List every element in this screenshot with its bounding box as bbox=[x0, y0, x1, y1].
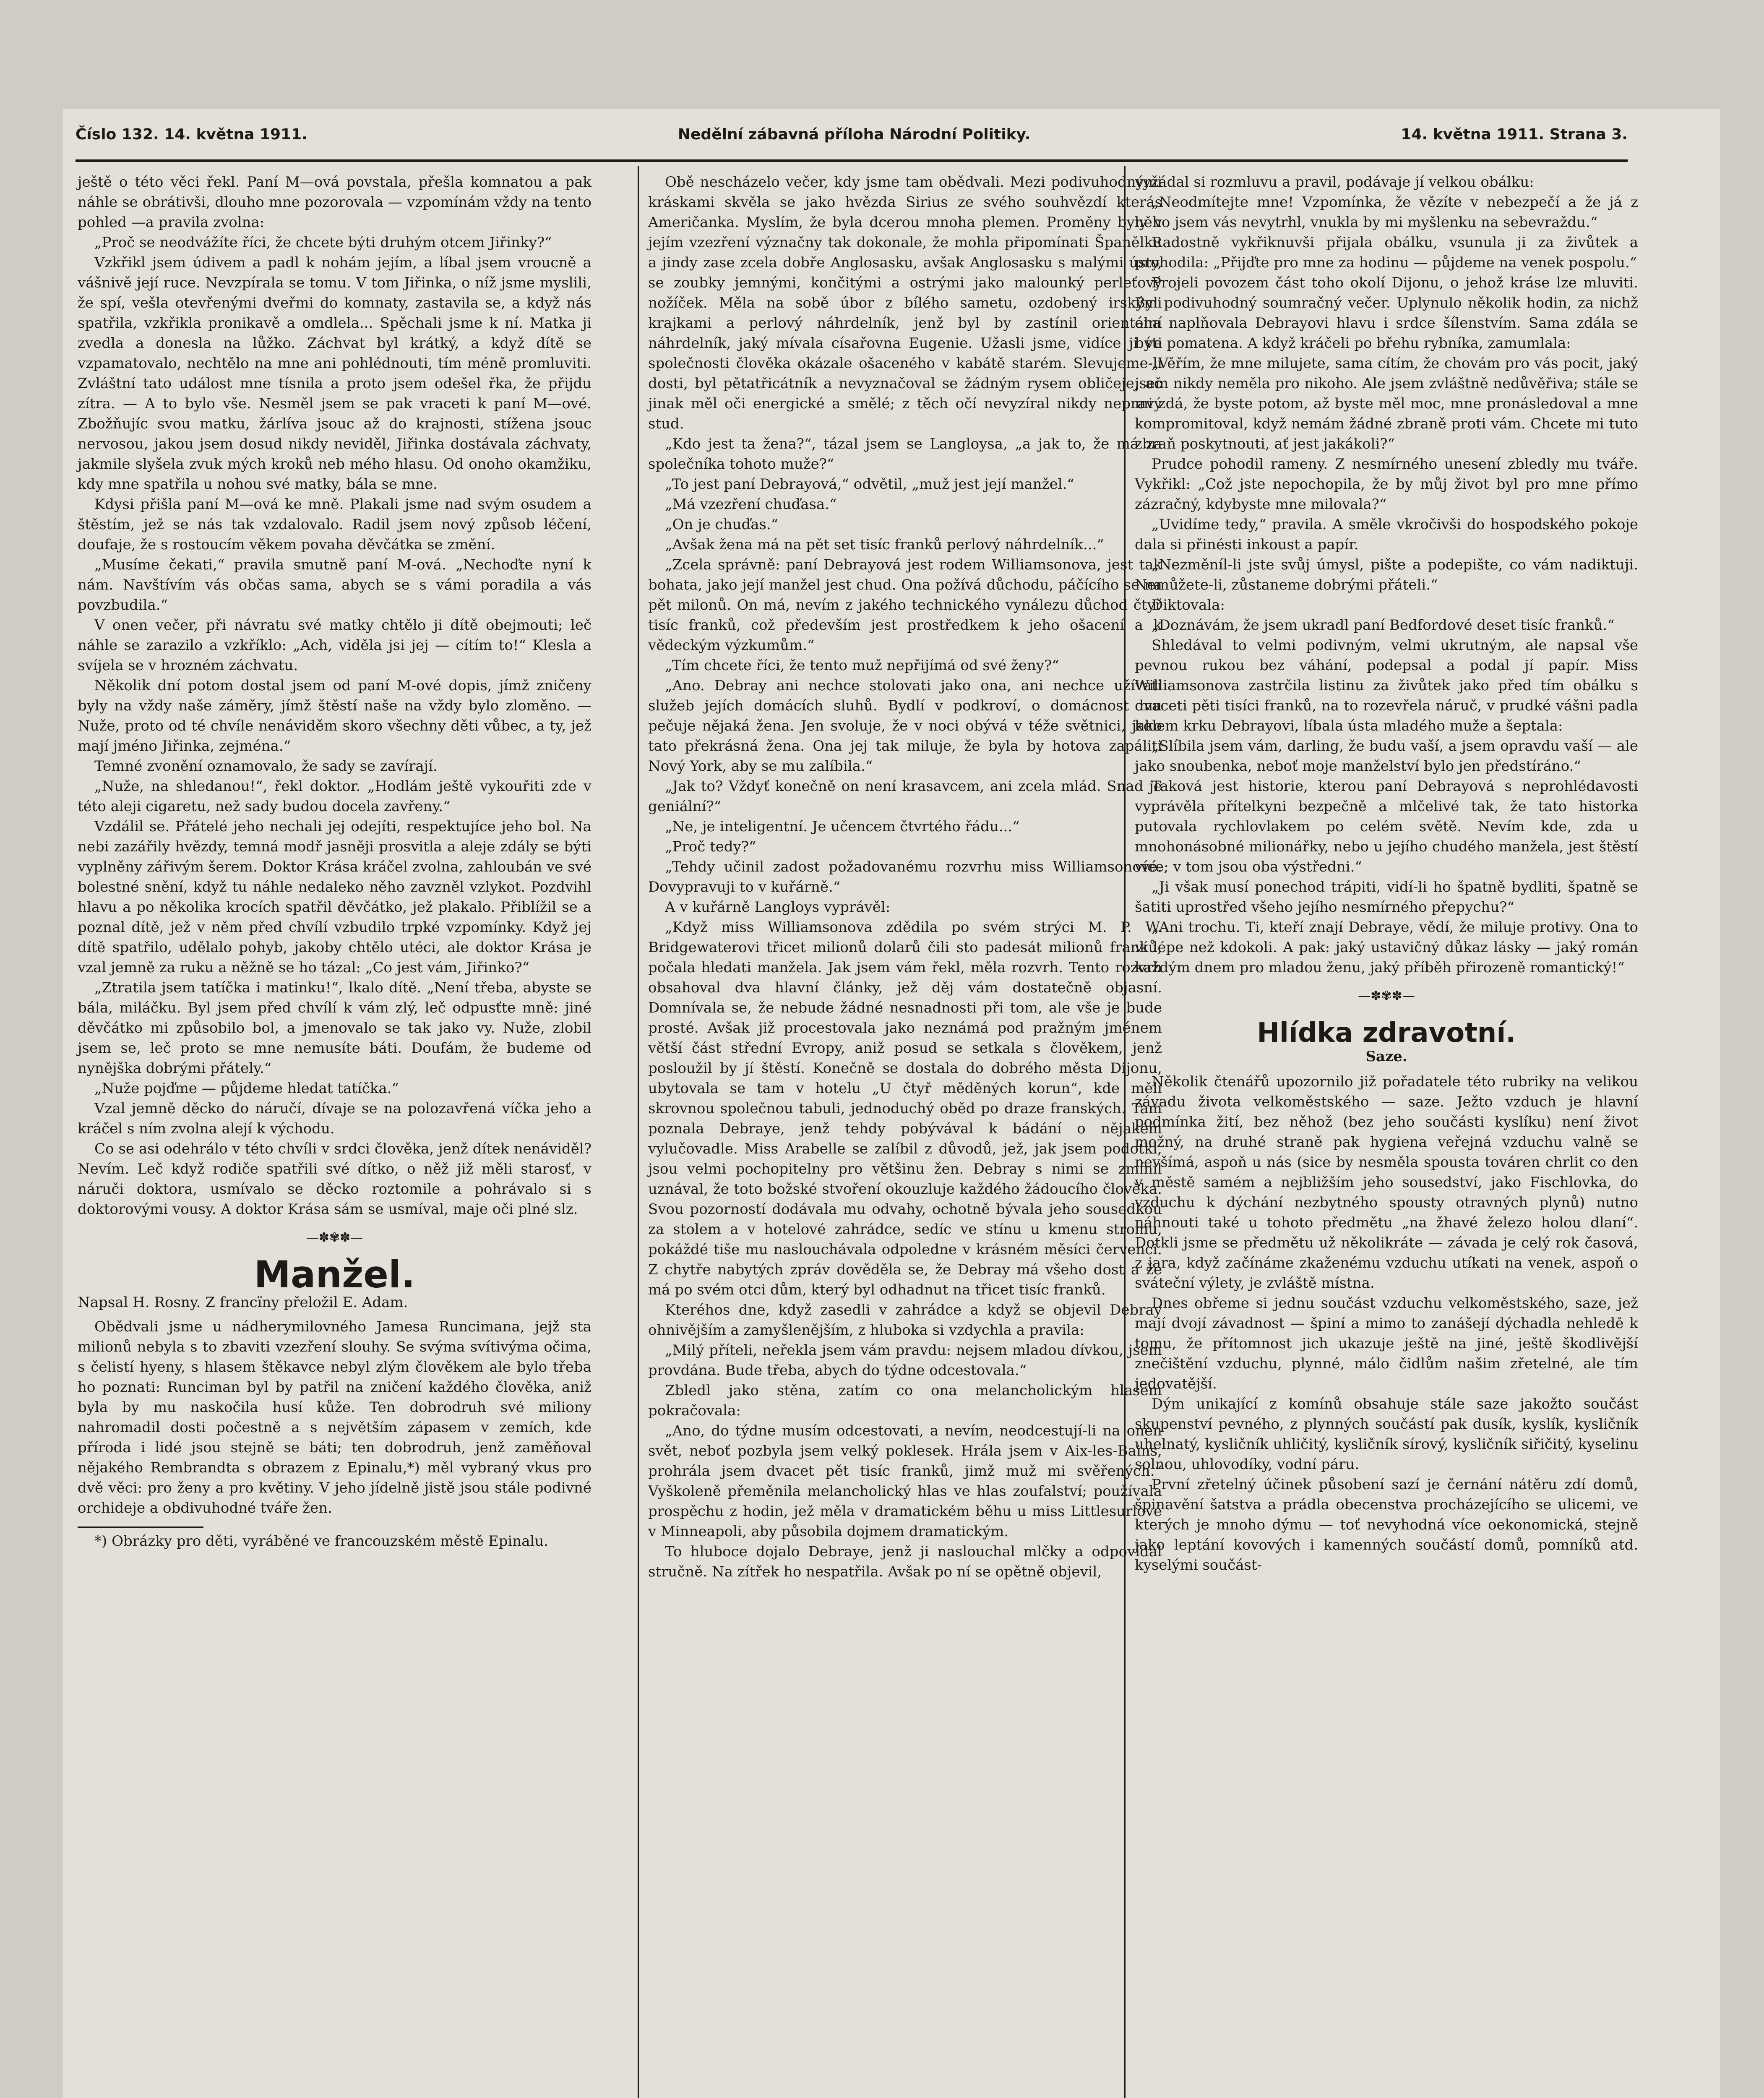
paragraph: Několik čtenářů upozornilo již pořadatele této rubriky na velikou závadu života velkoměstského — saze. Ježto vzduch je hlavní podmínka žití, bez něhož (bez jeho součásti kyslíku) není život možný, na druhé straně pak hygiena veřejná vzduchu valně se nevšímá, aspoň u nás (sice by nesměla spousta továren chrlit co den v městě samém a nejbližším jeho sousedství, jako Fischlovka, do vzduchu k dýchání nezbytného spousty otravných plynů) nutno náhnouti také u tohoto předmětu „na žhavé železo holou dlaní“. Dotkli jsme se předmětu už několikráte — závada je celý rok časová, z jara, když začínáme zkaženému vzduchu utíkati na venek, aspoň o sváteční výlety, je zvláště místna. bbox=[1135, 1073, 1638, 1292]
footnote-rule bbox=[78, 1527, 203, 1528]
ornament-divider: —✽✾✽— bbox=[306, 1230, 363, 1245]
paragraph: „Má vzezření chuďasa.“ bbox=[665, 496, 837, 513]
paragraph: „Zcela správně: paní Debrayová jest rodem Williamsonova, jest tak bohata, jako její manžel jest chud. Ona požívá důchodu, páčícího se na pět milonů. On má, nevím z jakého technického vynálezu důchod čtyř tisíc franků, což především jest prostředkem k jeho ošacení a k vědeckým výzkumům.“ bbox=[648, 556, 1162, 654]
paragraph: „Doznávám, že jsem ukradl paní Bedfordové deset tisíc franků.“ bbox=[1152, 617, 1615, 634]
section-title: Hlídka zdravotní. bbox=[1257, 1018, 1516, 1049]
paragraph: „Nuže, na shledanou!“, řekl doktor. „Hodlám ještě vykouřiti zde v této aleji cigaretu, než sady budou docela zavřeny.“ bbox=[78, 778, 591, 815]
paragraph: „Avšak žena má na pět set tisíc franků perlový náhrdelník...“ bbox=[665, 536, 1104, 553]
header-publication: Nedělní zábavná příloha Národní Politiky. bbox=[677, 126, 1031, 143]
paragraph: „Ji však musí ponechod trápiti, vidí-li ho špatně bydliti, špatně se šatiti uprostřed všeho jejího nesmírného přepychu?“ bbox=[1135, 879, 1638, 916]
paragraph: Dým unikající z komínů obsahuje stále saze jakožto součást skupenství pevného, z plynných součástí pak dusík, kyslík, kysličník uhelnatý, kysličník uhličitý, kysličník sírový, kysličník siřičitý, kyselinu solnou, uhlovodíky, vodní páru. bbox=[1135, 1396, 1638, 1473]
paragraph: Prudce pohodil rameny. Z nesmírného unesení zbledly mu tváře. Vykřikl: „Což jste nepochopila, že by můj život byl pro mne přímo zázračný, kdybyste mne milovala?“ bbox=[1135, 456, 1638, 513]
paragraph: „Neodmítejte mne! Vzpomínka, že vězíte v nebezpečí a že já z něho jsem vás nevytrhl, vnukla by mi myšlenku na sebevraždu.“ bbox=[1135, 194, 1638, 231]
paragraph: „Tehdy učinil zadost požadovanému rozvrhu miss Williamsonové. Dovypravuji to v kuřárně.“ bbox=[648, 859, 1162, 895]
paragraph: Obě nescházelo večer, kdy jsme tam obědvali. Mezi podivuhodnými kráskami skvěla se jako hvězda Sirius ze svého souhvězdí kterás Američanka. Myslím, že byla dcerou mnoha plemen. Proměny byly v jejím vzezření význačny tak dokonale, že mohla připomínati Španělku a jindy zase zcela dobře Anglosasku, avšak Anglosasku s malými ústy, se zoubky jemnými, končitými a ostrými jako malounký perleťový nožíček. Měla na sobě úbor z bílého sametu, ozdobený irskými krajkami a perlový náhrdelník, jenž byl by zastínil orientální náhrdelník, jaký mívala císařovna Eugenie. Užasli jsme, vidíce ji ve společnosti člověka okázale ošaceného v kabátě starém. Slevujeme-li dosti, byl pětatřicátník a nevyznačoval se žádným rysem obličeje, ač jinak měl oči energické a smělé; z těch očí nevyzíral nikdy nepravý stud. bbox=[648, 174, 1162, 432]
paragraph: „Ne, je inteligentní. Je učencem čtvrtého řádu...“ bbox=[665, 818, 1020, 835]
paragraph: „Ano. Debray ani nechce stolovati jako ona, ani nechce užívati služeb jejích domácích sluhů. Bydlí v podkroví, o domácnost mu pečuje nějaká žena. Jen svoluje, že v noci obývá v téže světnici, jako tato překrásná žena. Ona jej tak miluje, že byla by hotova zapáliti Nový York, aby se mu zalíbila.“ bbox=[648, 677, 1162, 775]
paragraph: „Když miss Williamsonova zdědila po svém strýci M. P. W. Bridgewaterovi třicet milionů dolarů čili sto padesát milionů franků, počala hledati manžela. Jak jsem vám řekl, měla rozvrh. Tento rozvrh obsahoval dva hlavní články, jež děj vám dostatečně objasní. Domnívala se, že nebude žádné nesnadnosti při tom, ale vše je bude prosté. Avšak již procestovala jako neznámá pod pražným jménem větší část střední Evropy, aniž posud se setkala s člověkem, jenž posloužil by jí štěstí. Konečně se dostala do dobrého města Dijonu, ubytovala se tam v hotelu „U čtyř měděných korun“, kde měli skrovnou společnou tabuli, jednoduchý oběd po draze franských. Tam poznala Debraye, jenž tehdy pobývával k bádání o nějakém vylučovadle. Miss Arabelle se zalíbil z důvodů, jež, jak jsem podotkl, jsou velmi pochopitelny pro většinu žen. Debray s nimi se zmínil uznával, že toto božské stvoření okouzluje každého žádoucího člověka. Svou pozorností dodávala mu odvahy, ochotně bývala jeho sousedkou za stolem a v hotelové zahrádce, sedíc ve stínu u kmenu stromu, pokáždé tiše mu naslouchávala odpoledne v krásném měsíci červenci. Z chytře nabytých zpráv dověděla se, že Debray má všeho dost a že má po svém otci dům, který byl odhadnut na třicet tisíc franků. bbox=[648, 919, 1162, 1298]
paragraph: Zbledl jako stěna, zatím co ona melancholickým hlasem pokračovala: bbox=[648, 1382, 1162, 1419]
paragraph: „Nuže pojďme — půjdeme hledat tatíčka.“ bbox=[94, 1080, 399, 1097]
section-subhead: Saze. bbox=[1365, 1048, 1407, 1065]
column-1 bbox=[78, 172, 591, 1551]
paragraph: „Ztratila jsem tatíčka i matinku!“, lkalo dítě. „Není třeba, abyste se bála, miláčku. Byl jsem před chvílí k vám zlý, leč odpusťte mně: jiné děvčátko mi způsobilo bol, a jmenovalo se tak jako vy. Nuže, zlobil jsem se, leč proto se mne nemusíte báti. Doufám, že budeme od nynějška dobrými přátely.“ bbox=[78, 979, 591, 1077]
paragraph: Shledával to velmi podivným, velmi ukrutným, ale napsal vše pevnou rukou bez váhání, podepsal a podal jí papír. Miss Williamsonova zastrčila listinu za živůtek jako před tím obálku s dvaceti pěti tisíci franků, na to rozevřela náruč, v prudké vášni padla kolem krku Debrayovi, líbala ústa mladého muže a šeptala: bbox=[1135, 637, 1638, 734]
paragraph: První zřetelný účinek působení sazí je černání nátěru zdí domů, špinavění šatstva a prádla obecenstva procházejícího se ulicemi, ve kterých je mnoho dýmu — toť nevyhodná více oekonomická, stejně jako leptání kovových i kamenných součástí domů, pomníků atd. kyselými součást- bbox=[1135, 1476, 1638, 1574]
paragraph: „Ano, do týdne musím odcestovati, a nevím, neodcestují-li na onen svět, neboť pozbyla jsem velký poklesek. Hrála jsem v Aix-les-Bains, prohrála jsem dvacet pět tisíc franků, jimž muž mi svěřených.“ Vyškoleně přeměnila melancholický hlas ve hlas zoufalství; používala prospěchu z hodin, jež měla v dramatickém běhu u miss Littlesurlové v Minneapoli, aby působila dojmem dramatickým. bbox=[648, 1422, 1162, 1540]
paragraph: „On je chuďas.“ bbox=[665, 516, 779, 533]
paragraph: „To jest paní Debrayová,“ odvětil, „muž jest její manžel.“ bbox=[665, 476, 1074, 493]
paragraph: To hluboce dojalo Debraye, jenž ji naslouchal mlčky a odpovídal stručně. Na zítřek ho nespatřila. Avšak po ní se opětně objevil, bbox=[648, 1543, 1162, 1580]
paragraph: „Uvidíme tedy,“ pravila. A směle vkročivši do hospodského pokoje dala si přinésti inkoust a papír. bbox=[1135, 516, 1638, 553]
paragraph: Vzal jemně děcko do náručí, dívaje se na polozavřená víčka jeho a kráčel s ním zvolna alejí k východu. bbox=[78, 1100, 591, 1137]
paragraph: „Věřím, že mne milujete, sama cítím, že chovám pro vás pocit, jaký jsem nikdy neměla pro nikoho. Ale jsem zvláštně nedůvěřiva; stále se mi zdá, že byste potom, až byste měl moc, mne pronásledoval a mne kompromitoval, když nemám žádné zbraně proti vám. Chcete mi tuto zbraň poskytnouti, ať jest jakákoli?“ bbox=[1135, 355, 1638, 452]
paragraph: Taková jest historie, kterou paní Debrayová s neprohlédavosti vyprávěla přítelkyni bezpečně a mlčelivé tak, že tato historka putovala rychlovlakem po celém světě. Nevím kde, zda u mnohonásobné milionářky, nebo u jejího chudého manžela, jest štěstí více; v tom jsou oba výstředni.“ bbox=[1135, 778, 1638, 875]
paragraph: „Tím chcete říci, že tento muž nepřijímá od své ženy?“ bbox=[665, 657, 1059, 674]
paragraph: Radostně vykřiknuvši přijala obálku, vsunula ji za živůtek a prohodila: „Přijďte pro mne za hodinu — půjdeme na venek pospolu.“ bbox=[1135, 234, 1638, 271]
paragraph: Obědvali jsme u nádherymilovného Jamesa Runcimana, jejž sta milionů nebyla s to zbaviti vzezření slouhy. Se svýma svítivýma očima, s čelistí hyeny, s hlasem štěkavce nebyl zlým člověkem ale bylo třeba ho poznati: Runciman byl by patřil na zničení každého člověka, aniž byla by mu naskočila husí kůže. Ten dobrodruh své miliony nahromadil dosti počestně a s největším zápasem v zemích, kde příroda i lidé jsou stejně se báti; ten dobrodruh, jenž zaměňoval nějakého Rembrandta s obrazem z Epinalu,*) měl vybraný vkus pro dvě věci: pro ženy a pro květiny. V jeho jídelně jistě jsou stále podivné orchideje a obdivuhodné tváře žen. bbox=[78, 1318, 591, 1516]
paragraph: „Musíme čekati,“ pravila smutně paní M-ová. „Nechoďte nyní k nám. Navštívím vás občas sama, abych se s vámi poradila a vás povzbudila.“ bbox=[78, 556, 591, 613]
paragraph: „Nezměníl-li jste svůj úmysl, pište a podepište, co vám nadiktuji. Nemůžete-li, zůstaneme dobrými přáteli.“ bbox=[1135, 556, 1638, 593]
paragraph: Projeli povozem část toho okolí Dijonu, o jehož kráse lze mluviti. Byl podivuhodný soumračný večer. Uplynulo několik hodin, za nichž ona naplňovala Debrayovi hlavu i srdce šílenstvím. Sama zdála se býti pomatena. A když kráčeli po břehu rybníka, zamumlala: bbox=[1135, 274, 1638, 352]
paragraph: „Ani trochu. Ti, kteří znají Debraye, vědí, že miluje protivy. Ona to ví lépe než kdokoli. A pak: jaký ustavičný důkaz lásky — jaký román každým dnem pro mladou ženu, jaký příběh přirozeně romantický!“ bbox=[1135, 919, 1638, 976]
paragraph: Kteréhos dne, když zasedli v zahrádce a když se objevil Debray ohnivějším a zamyšlenějším, z hluboka si vzdychla a pravila: bbox=[648, 1302, 1162, 1339]
paragraph: Několik dní potom dostal jsem od paní M-ové dopis, jímž zničeny byly na vždy naše záměry, jímž štěstí naše na vždy bylo zloměno. — Nuže, proto od té chvíle nenáviděm skoro všechny děti vůbec, a ty, jež mají jméno Jiřinka, zejména.“ bbox=[78, 677, 591, 754]
column-3 bbox=[1135, 172, 1638, 1575]
paragraph: „Slíbila jsem vám, darling, že budu vaší, a jsem opravdu vaší — ale jako snoubenka, neboť moje manželství bylo jen předstíráno.“ bbox=[1135, 738, 1638, 775]
paragraph: Diktovala: bbox=[1152, 597, 1225, 613]
paragraph: Dnes obřeme si jednu součást vzduchu velkoměstského, saze, jež mají dvojí závadnost — špiní a mimo to zanášejí dýchadla nehledě k tomu, že přítomnost jich ukazuje ještě na jiné, ještě škodlivější znečištění vzduchu, plynné, málo čidlům našim zřetelné, ale tím jedovatější. bbox=[1135, 1295, 1638, 1392]
paragraph: „Proč tedy?“ bbox=[665, 838, 756, 855]
header-issue: Číslo 132. 14. května 1911. bbox=[76, 126, 307, 143]
ornament-divider: —✽✾✽— bbox=[1358, 989, 1415, 1003]
story-byline: Napsal H. Rosny. Z francïny přeložil E. Adam. bbox=[78, 1294, 408, 1311]
paragraph: Co se asi odehrálo v této chvíli v srdci člověka, jenž dítek nenáviděl? Nevím. Leč když rodiče spatřili své dítko, o něž již měli starosť, v náruči doktora, usmívalo se děcko roztomile a pohrávalo si s doktorovými vousy. A doktor Krása sám se usmíval, maje oči plné slz. bbox=[78, 1140, 591, 1218]
paragraph: ještě o této věci řekl. Paní M—ová povstala, přešla komnatou a pak náhle se obrátivši, dlouho mne pozorovala — vzpomínám vždy na tento pohled —a pravila zvolna: bbox=[78, 174, 591, 231]
footnote: *) Obrázky pro děti, vyráběné ve francouzském městě Epinalu. bbox=[94, 1533, 549, 1550]
paragraph: „Proč se neodvážíte říci, že chcete býti druhým otcem Jiřinky?“ bbox=[94, 234, 552, 251]
paragraph: A v kuřárně Langloys vyprávěl: bbox=[665, 899, 891, 916]
paragraph: Vzdálil se. Přátelé jeho nechali jej odejíti, respektujíce jeho bol. Na nebi zazářily hvězdy, temná modř jasněji prosvitla a aleje zdály se býti vyplněny zářivým šerem. Doktor Krása kráčel zvolna, zahloubán ve své bolestné snění, když tu náhle nedaleko něho zavzněl vzlykot. Pozdvihl hlavu a po několika krocích spatřil děvčátko, jež plakalo. Přiblížil se a poznal dítě, jež v něm před chvílí vzbudilo trpké vzpomínky. Když jej dítě spatřilo, udělalo pohyb, jakoby chtělo utéci, ale doktor Krása je vzal jemně za ruku a něžně se ho tázal: „Co jest vám, Jiřinko?“ bbox=[78, 818, 591, 976]
header-date-page: 14. května 1911. Strana 3. bbox=[1401, 126, 1628, 143]
column-rule bbox=[638, 166, 639, 2098]
paragraph: vyžádal si rozmluvu a pravil, podávaje jí velkou obálku: bbox=[1135, 174, 1534, 190]
paragraph: Kdysi přišla paní M—ová ke mně. Plakali jsme nad svým osudem a štěstím, jež se nás tak vzdalovalo. Radil jsem nový způsob léčení, doufaje, že s rostoucím věkem povaha děvčátka se změní. bbox=[78, 496, 591, 553]
paragraph: Vzkřikl jsem údivem a padl k nohám jejím, a líbal jsem vroucně a vášnivě její ruce. Nevzpírala se tomu. V tom Jiřinka, o níž jsme myslili, že spí, vešla otevřenými dveřmi do komnaty, zastavila se, a když nás spatřila, vzkřikla pronikavě a omdlela... Spěchali jsme k ní. Matka ji zvedla a donesla na lůžko. Záchvat byl krátký, a když dítě se vzpamatovalo, nechtělo na mne ani pohlédnouti, tím méně promluviti. Zvláštní tato událost mne tísnila a proto jsem odešel řka, že přijdu zítra. — A to bylo vše. Nesměl jsem se pak vraceti k paní M—ové. Zbožňujíc svou matku, žárlíva jsouc až do krajnosti, stížena jsouc nervosou, jakou jsem dosud nikdy neviděl, Jiřinka dostávala záchvaty, jakmile slyšela zvuk mých kroků neb mého hlasu. Od onoho okamžiku, kdy mne spatřila u nohou své matky, bála se mne. bbox=[78, 254, 591, 493]
paragraph: V onen večer, při návratu své matky chtělo ji dítě obejmouti; leč náhle se zarazilo a vzkříklo: „Ach, viděla jsi jej — cítím to!“ Klesla a svíjela se v hrozném záchvatu. bbox=[78, 617, 591, 674]
column-2 bbox=[648, 172, 1162, 1582]
paragraph: „Kdo jest ta žena?“, tázal jsem se Langloysa, „a jak to, že má za společníka tohoto muže?“ bbox=[648, 436, 1162, 472]
page-header bbox=[76, 126, 1628, 162]
paragraph: „Jak to? Vždyť konečně on není krasavcem, ani zcela mlád. Snad je geniální?“ bbox=[648, 778, 1162, 815]
story-title: Manžel. bbox=[254, 1253, 415, 1296]
paragraph: Temné zvonění oznamovalo, že sady se zavírají. bbox=[94, 758, 438, 775]
paragraph: „Milý příteli, neřekla jsem vám pravdu: nejsem mladou dívkou, jsem provdána. Bude třeba, abych do týdne odcestovala.“ bbox=[648, 1342, 1162, 1379]
